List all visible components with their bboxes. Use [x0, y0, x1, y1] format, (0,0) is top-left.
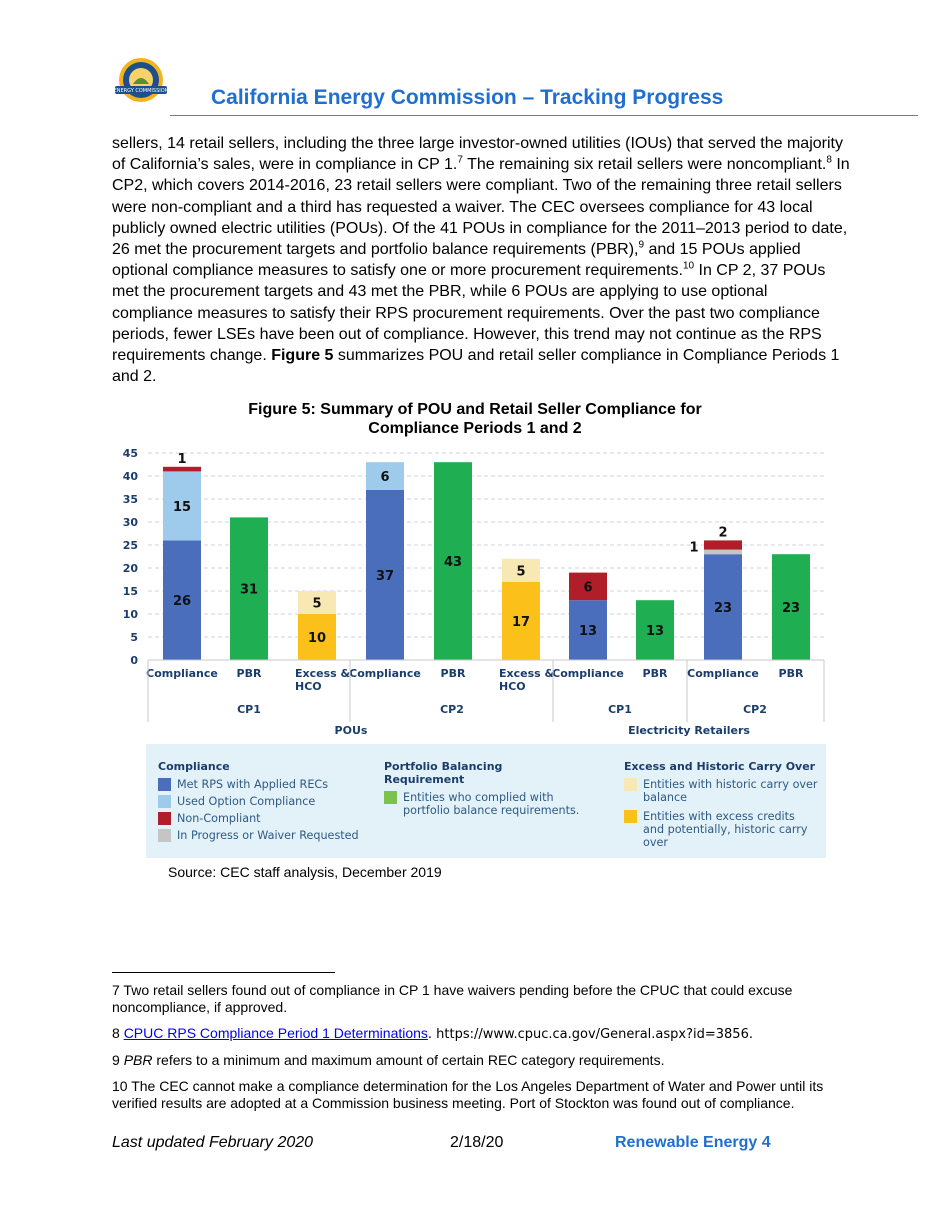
category-label: Compliance: [146, 667, 218, 680]
category-label: Compliance: [349, 667, 421, 680]
y-tick-label: 45: [122, 447, 138, 460]
legend-item-noncompliant: Non-Compliant: [158, 812, 359, 825]
page-header-title: California Energy Commission – Tracking Progress: [211, 86, 724, 109]
figure-title: Figure 5: Summary of POU and Retail Seller Compliance for Compliance Periods 1 and 2: [248, 401, 702, 437]
footnote-ref-10[interactable]: 10: [682, 260, 695, 272]
footnote-9: 9 PBR refers to a minimum and maximum amount of certain REC category requirements.: [112, 1052, 665, 1068]
footnote-8: 8 CPUC RPS Compliance Period 1 Determinations. https://www.cpuc.ca.gov/General.aspx?id=3856.: [112, 1025, 753, 1042]
legend-hco-title: Excess and Historic Carry Over: [624, 760, 816, 773]
cec-seal-logo: [112, 56, 170, 104]
footer-section: Renewable Energy 4: [615, 1134, 771, 1151]
footnote-divider: [112, 972, 335, 973]
y-tick-label: 35: [122, 493, 138, 506]
legend-item-pbr: Entities who complied with portfolio balance requirements.: [384, 791, 584, 817]
footnote-ref-8[interactable]: 8: [826, 154, 832, 166]
data-label: 17: [511, 614, 531, 630]
legend-item-hco: Entities with historic carry over balance: [624, 778, 819, 804]
compliance-bar-chart: [110, 442, 830, 742]
legend-compliance-title: Compliance: [158, 760, 230, 773]
data-label: 15: [172, 499, 192, 515]
header-divider: [170, 115, 918, 116]
bar-segment-noncompliant: [704, 540, 742, 549]
legend-item-option: Used Option Compliance: [158, 795, 359, 808]
legend-pbr-group: [384, 760, 584, 821]
y-tick-label: 0: [130, 654, 138, 667]
data-label: 1: [177, 451, 187, 467]
legend-compliance-group: [158, 760, 359, 846]
y-tick-label: 5: [130, 631, 138, 644]
data-label: 10: [307, 631, 327, 646]
category-label: HCO: [499, 680, 526, 693]
entity-label: POUs: [334, 724, 368, 737]
footer-date: 2/18/20: [450, 1134, 504, 1151]
bar-segment-waiver: [704, 550, 742, 555]
legend-item-excess: Entities with excess credits and potentially, historic carry over: [624, 810, 819, 849]
category-label: PBR: [236, 667, 262, 680]
body-paragraph: sellers, 14 retail sellers, including the three large investor-owned utilities (IOUs) that served the majority of California’s sales, were in compliance in CP 1.$^7$ The remaining six retail sellers were noncompliant.$^8$ In CP2, which covers 2014-2016, 23 retail sellers were compliant. Two of the remaining three retail sellers were non-compliant and a third has requested a waiver. The CEC oversees compliance for 43 local publicly owned electric utilities (POUs). Of the 41 POUs in compliance for the 2011–2013 period to date, 26 met the procurement targets and portfolio balance requirements (PBR),$^9$ and 15 POUs applied optional compliance measures to satisfy one or more procurement requirements.$^{10}$ In CP 2, 37 POUs met the procurement targets and 43 met the PBR, while 6 POUs are applying to use optional compliance measures to satisfy their RPS procurement requirements. Over the past two compliance periods, fewer LSEs have been out of compliance. However, this trend may not continue as the RPS requirements change. Figure 5 summarizes POU and retail seller compliance in Compliance Periods 1 and 2.: [112, 135, 850, 386]
category-label: Compliance: [687, 667, 759, 680]
cpuc-determinations-link[interactable]: CPUC RPS Compliance Period 1 Determinations: [123, 1025, 428, 1041]
data-label: 5: [312, 596, 322, 612]
footer-last-updated: Last updated February 2020: [112, 1134, 314, 1151]
data-label: 23: [713, 601, 733, 617]
y-tick-label: 40: [122, 470, 138, 483]
category-label: Compliance: [552, 667, 624, 680]
figure-reference: Figure 5: [271, 347, 334, 365]
category-label: HCO: [295, 680, 322, 693]
period-label: CP2: [440, 703, 464, 716]
entity-label: Electricity Retailers: [628, 724, 750, 737]
data-label: 1: [689, 540, 699, 556]
data-label: 43: [443, 555, 463, 571]
category-label: Excess &: [295, 667, 351, 680]
data-label: 5: [516, 564, 526, 580]
y-tick-label: 15: [122, 585, 138, 598]
seal-text: ENERGY COMMISSION: [113, 88, 169, 94]
data-label: 31: [239, 582, 259, 598]
data-label: 6: [583, 580, 593, 596]
footnote-7: 7 Two retail sellers found out of compliance in CP 1 have waivers pending before the CPUC that could excuse noncompliance, if approved.: [112, 982, 793, 1015]
legend-pbr-title: Portfolio Balancing Requirement: [384, 760, 503, 786]
y-tick-label: 20: [122, 562, 138, 575]
data-label: 23: [781, 601, 801, 617]
y-tick-label: 10: [122, 608, 138, 621]
period-label: CP1: [608, 703, 632, 716]
bar-segment-noncompliant: [163, 467, 201, 472]
category-label: PBR: [642, 667, 668, 680]
period-label: CP2: [743, 703, 767, 716]
y-tick-label: 30: [122, 516, 138, 529]
footnote-ref-7[interactable]: 7: [457, 154, 463, 166]
data-label: 26: [172, 594, 192, 610]
category-label: PBR: [778, 667, 804, 680]
footnote-10: 10 The CEC cannot make a compliance determination for the Los Angeles Department of Water and Power until its verified results are adopted at a Commission business meeting. Port of Stockton was found out of compliance.: [112, 1078, 824, 1111]
legend-hco-group: [624, 760, 819, 853]
footnote-ref-9[interactable]: 9: [638, 239, 645, 251]
period-label: CP1: [237, 703, 261, 716]
data-label: 6: [380, 470, 390, 485]
data-label: 37: [375, 568, 395, 584]
legend-item-waiver: In Progress or Waiver Requested: [158, 829, 359, 842]
data-label: 2: [718, 525, 728, 541]
chart-legend: [146, 744, 826, 858]
data-label: 13: [578, 624, 598, 640]
category-label: PBR: [440, 667, 466, 680]
figure-source: Source: CEC staff analysis, December 2019: [168, 864, 442, 880]
category-label: Excess &: [499, 667, 555, 680]
footnotes: [112, 982, 832, 1121]
data-label: 13: [645, 624, 665, 640]
legend-item-met: Met RPS with Applied RECs: [158, 778, 359, 791]
y-tick-label: 25: [122, 539, 138, 552]
